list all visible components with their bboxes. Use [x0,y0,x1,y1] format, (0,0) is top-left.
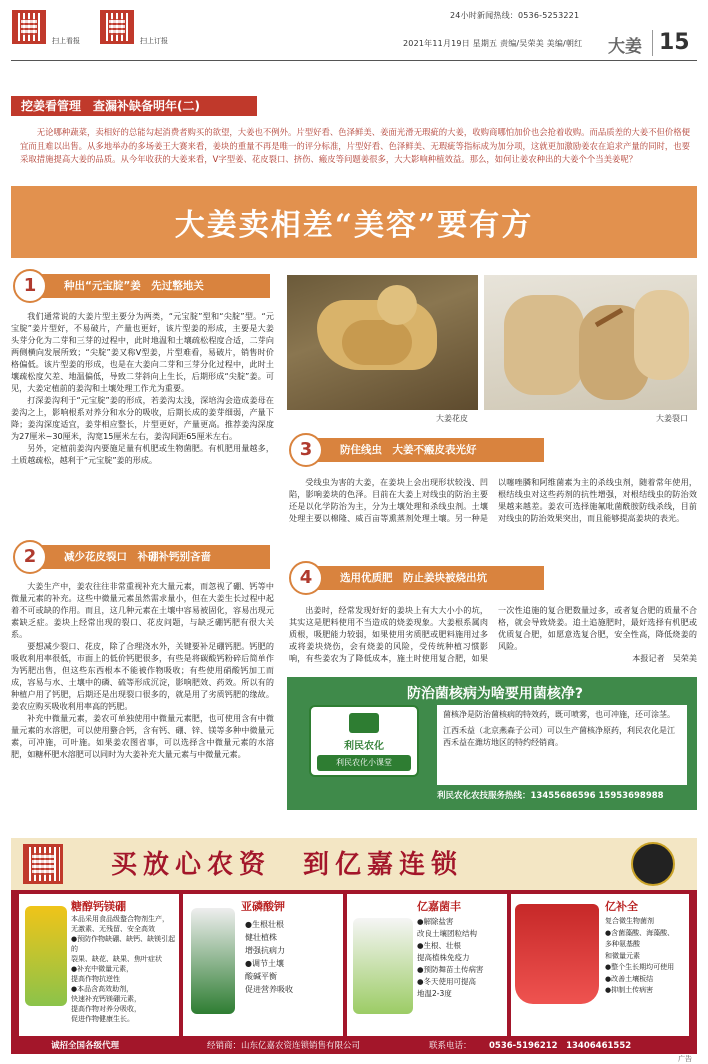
mascot-icon [631,842,675,886]
notice-title: 防治菌核病为啥要用菌核净? [406,686,584,702]
header-divider [652,30,653,56]
headline-bar [11,186,697,258]
product-bucket-4 [515,904,599,1004]
section-1-heading: 种出“元宝腚”姜 先过整地关 [28,274,270,298]
product-name-4: 亿补全 [605,900,638,913]
notice-line: 菌核净是防治菌核病的特效药，既可喷雾，也可冲施，还可涂茎。 [443,710,675,719]
product-name-2: 亚磷酸钾 [241,900,285,913]
product-jug-3 [353,918,413,1014]
product-card-3[interactable] [347,894,507,1036]
paragraph: 另外，定植前姜沟内要施足量有机肥或生物菌肥。有机肥用量越多，土质越疏松，越利于“元宝腚”姜的形成。 [11,443,274,465]
paragraph: 我们通常说的大姜片型主要分为两类，“元宝腚”型和“尖腚”型。“元宝腚”姜片型好，不易破片，产量也更好，该片型姜的形成，主要是大姜头芽分化为二芽和三芽的过程中，此时地温和土壤疏松程度合适，二芽向两侧横向发展所致；“尖腚”姜又称V型姜，片型难看，易破片，销售时价格偏低。该片型姜的形成，也是在大姜向二芽和三芽分化过程中，此时土壤疏松度欠差、地温偏低，导致二芽斜向上生长，后期形成“尖腚”姜。可见，大姜定植前的姜沟和土壤处理工作尤为重要。 [11,311,274,393]
product-name-3: 亿嘉菌丰 [417,900,461,913]
ad-footer [11,1038,697,1054]
paragraph: 打深姜沟利于“元宝腚”姜的形成，若姜沟太浅，深培沟会造成姜母在姜沟之上，影响根系对养分和水分的吸收，后期长成的姜芽细弱，产量下降；姜沟深度适宜，姜芽相应整长，片型更好，产量更高。推荐姜沟深度为27厘米~30厘米，沟宽15厘米左右，姜沟间距65厘米左右。 [11,395,274,441]
section-2-number: 2 [13,540,47,574]
dealer-name: 经销商：山东亿嘉农资连锁销售有限公司 [207,1041,361,1051]
series-banner: 挖姜看管理 查漏补缺备明年(二) [11,96,257,116]
phone-numbers: 0536-5196212 13406461552 [489,1041,632,1051]
paragraph: 要想减少裂口、花皮，除了合理浇水外，关键要补足硼钙肥。钙肥的吸收利用率很低，市面上的低价钙肥很多，有些是将碳酸钙粉碎后简单作为钙肥出售，但这些东西根本不能被作物吸收；有些使用硝酸钙加工而成，容易与水、土壤中的磷、硫等形成沉淀，影响肥效、药效。所以有的种植户用了钙肥，后期还是出现裂口很多的，就是用了劣质钙肥的缘故。姜农应购买吸收利用率高的钙肥。 [11,641,274,711]
dateline: 2021年11月19日 星期五 责编/吴荣美 美编/朝红 [403,39,583,48]
product-desc-4: 复合微生物菌剂 ●含菌藻酸、海藻酸、 多种氨基酸 和微量元素 ●整个生长期均可使用 ●改善土壤板结 ●抑制土传病害 [605,917,675,994]
notice-text [437,705,687,785]
photo-caption-2: 大姜裂口 [656,414,688,423]
paragraph: 补充中微量元素，姜农可单独使用中微量元素肥，也可使用含有中微量元素的水溶肥，可以使用螯合钙，含有钙、硼、锌、镁等多种中微量元素，可冲施，可叶施。如果姜农图省事，可以选择含中微量元素的水溶肥，如糖杯肥水溶肥可以同时为大姜补充大量元素与中微量元素。 [11,713,274,759]
byline: 本报记者 吴荣美 [632,653,697,663]
sclerotinia-notice [287,677,697,810]
ad-mark: 广告 [678,1055,692,1063]
logo-brand: 利民农化 [344,741,384,752]
logo-subtitle: 利民农化小课堂 [317,755,411,771]
leaf-icon [349,713,379,733]
product-desc-1: 本品采用食品级螯合物剂生产， 无激素、无残留、安全高效 ●预防作物缺硼、缺钙、缺镁引起的 裂果、缺花、缺果、焦叶症状 ●补充中微量元素， 提高作物抗逆性 ●本品含高效助剂， 快速补充钙镁硼元素， 提高作物对养分吸收， 促进作物健康生长。 [71,915,176,1023]
section-4-body [289,604,697,666]
ad-header [11,838,697,890]
notice-line: 江西禾益（北京燕森子公司）可以生产菌核净原药，利民农化是江西禾益在潍坊地区的特约经销商。 [443,726,675,747]
news-hotline: 24小时新闻热线：0536-5253221 [450,11,580,20]
advertisement [11,838,697,1054]
section-3-number: 3 [289,433,323,467]
qr-code-order[interactable] [100,10,134,44]
ad-slogan: 买放心农资 到亿嘉连锁 [111,850,464,880]
paragraph: 受线虫为害的大姜，在姜块上会出现形状较浅、凹陷，影响姜块的色泽。目前在大姜上对线虫的防治主要还是以化学防治为主，分为土壤处理和杀线虫剂。土壤处理主要以棉隆、威百亩等熏蒸剂处理土壤。另一种是以噻唑膦和阿维菌素为主的杀线虫剂，随着常年使用，根结线虫对这些药剂的抗性增强，对根结线虫的防治效果越来越差。姜农可选择施氟吡菌酰胺防线杀线，目前对线虫的防治效果突出，而且能够提高姜块的表光。 [289,477,697,523]
limin-logo [309,705,419,777]
section-1-body [11,310,274,466]
paragraph: 大姜生产中，姜农往往非常重视补充大量元素，而忽视了硼、钙等中微量元素的补充。这些中微量元素虽然需求量小，但在大姜生长过程中起着不可或缺的作用。而且，这几种元素在土壤中容易被固化，容易出现元素缺乏症。姜块上经常出现的裂口、花皮问题，与缺乏硼钙肥有很大关系。 [11,581,274,639]
phone-label: 联系电话： [429,1041,472,1051]
section-1-number: 1 [13,269,47,303]
intro-paragraph: 无论哪种蔬菜，卖相好的总能勾起消费者购买的欲望，大姜也不例外。片型好看、色泽鲜美、姜面光滑无瑕疵的大姜，收购商哪怕加价也会抢着收购。而品质差的大姜不但价格便宜而且难以出售。从多地举办的多场姜王大赛来看，姜块的重量不再是唯一的评分标准，片型好看、色泽鲜美、无瑕疵等指标成为加分项，这就更加激励姜农在追求产量的同时，也要采取措施提高大姜的品质。从今年收获的大姜来看，V字型姜、花皮裂口、挤伤、瘢皮等问题姜很多，大大影响种植效益。那么，如何让姜农种出的大姜个个当美姜呢？ [20,127,691,164]
qr1-label: 扫上看报 [52,37,80,45]
section-name: 大姜 [608,37,642,57]
section-3-body [289,476,697,560]
page-number: 15 [659,30,690,55]
notice-hotline: 利民农化农技服务热线：13455686596 15953698988 [437,791,664,801]
agent-recruit: 诚招全国各级代理 [51,1041,120,1051]
ginger-photo-spotted [287,275,478,410]
product-card-4[interactable] [511,894,689,1036]
paragraph: 出姜时，经常发现好好的姜块上有大大小小的坑，其实这是肥料使用不当造成的烧姜现象。大姜根系属肉质根，吸肥能力较弱，如果使用劣质肥或肥料施用过多或将姜块烧伤，会有烧姜的风险，受传统种植习惯影响，有些姜农为了降低成本，施土时使用复合肥，如果一次性追施的复合肥数量过多，或者复合肥的质量不合格，就会导致烧姜。追土追施肥时，最好选择有机肥或优质复合肥，如愿意选复合肥，安全性高，降低烧姜的风险。 [289,605,697,663]
headline: 大姜卖相差“美容”要有方 [174,208,534,243]
qr2-label: 扫上订报 [140,37,168,45]
section-3-heading: 防住线虫 大姜不瘢皮表光好 [304,438,544,462]
header-rule [11,60,697,61]
product-desc-3: ●解除盐害 改良土壤团粒结构 ●生根、壮根 提高植株免疫力 ●预防舞苗土传病害 ●冬天使用可提高 地温2-3度 [417,917,484,998]
product-desc-2: ●生根壮根 健壮植株 增强抗病力 ●调节土壤 酸碱平衡 促进营养吸收 [245,920,293,994]
section-4-heading: 选用优质肥 防止姜块被烧出坑 [304,566,544,590]
product-card-1[interactable] [19,894,179,1036]
section-2-heading: 减少花皮裂口 补硼补钙别吝啬 [28,545,270,569]
product-name-1: 糖醇钙镁硼 [71,900,126,913]
section-2-body [11,580,274,760]
product-card-2[interactable] [183,894,343,1036]
product-bottle-2 [191,908,235,1014]
section-4-number: 4 [289,561,323,595]
qr-code-subscribe[interactable] [12,10,46,44]
ad-qr-code[interactable] [23,844,63,884]
product-bottle-1 [25,906,67,1006]
ginger-photo-cracked [484,275,697,410]
photo-caption-1: 大姜花皮 [436,414,468,423]
